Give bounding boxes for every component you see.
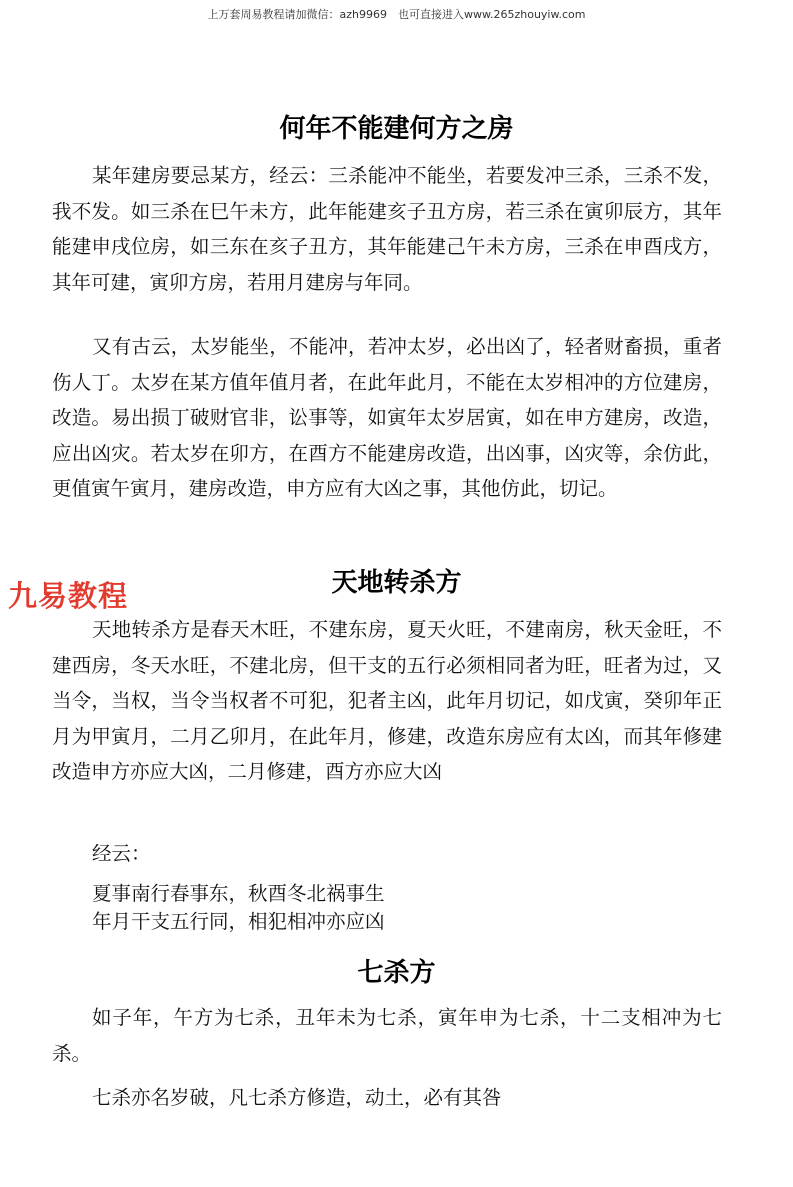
header-note: 上万套周易教程请加微信：azh9969 也可直接进入www.265zhouyiw.com	[207, 8, 586, 21]
verse-line-2: 年月干支五行同，相犯相冲亦应凶	[92, 910, 385, 933]
section-1-paragraph-2: 又有古云，太岁能坐，不能冲，若冲太岁，必出凶了，轻者财畜损，重者伤人丁。太岁在某方值年值月者，在此年此月，不能在太岁相冲的方位建房，改造。易出损丁破财官非，讼事等，如寅年太岁居寅，如在申方建房，改造，应出凶灾。若太岁在卯方，在酉方不能建房改造，出凶事，凶灾等，余仿此，更值寅午寅月，建房改造，申方应有大凶之事，其他仿此，切记。	[52, 335, 722, 500]
section-title-1: 何年不能建何方之房	[279, 114, 514, 144]
watermark-logo: 九易教程	[8, 579, 129, 613]
verse-line-1: 夏事南行春事东，秋酉冬北祸事生	[92, 882, 385, 905]
section-3-paragraph-1: 如子年，午方为七杀，丑年未为七杀，寅年申为七杀，十二支相冲为七杀。	[52, 1006, 722, 1065]
section-title-2: 天地转杀方	[331, 568, 462, 598]
section-2-paragraph-1: 天地转杀方是春天木旺，不建东房，夏天火旺，不建南房，秋天金旺，不建西房，冬天水旺，不建北房，但干支的五行必须相同者为旺，旺者为过，又当令，当权，当令当权者不可犯，犯者主凶，此年月切记，如戊寅，癸卯年正月为甲寅月，二月乙卯月，在此年月，修建，改造东房应有太凶，而其年修建改造申方亦应大凶，二月修建，酉方亦应大凶	[52, 618, 722, 783]
section-title-3: 七杀方	[357, 958, 436, 988]
jing-yun-label: 经云：	[92, 842, 151, 865]
section-1-paragraph-1: 某年建房要忌某方，经云：三杀能冲不能坐，若要发冲三杀，三杀不发，我不发。如三杀在巳午未方，此年能建亥子丑方房，若三杀在寅卯辰方，其年能建申戌位房，如三东在亥子丑方，其年能建己午未方房，三杀在申酉戌方，其年可建，寅卯方房，若用月建房与年同。	[52, 164, 722, 294]
section-3-paragraph-2: 七杀亦名岁破，凡七杀方修造，动土，必有其咎	[92, 1086, 502, 1109]
